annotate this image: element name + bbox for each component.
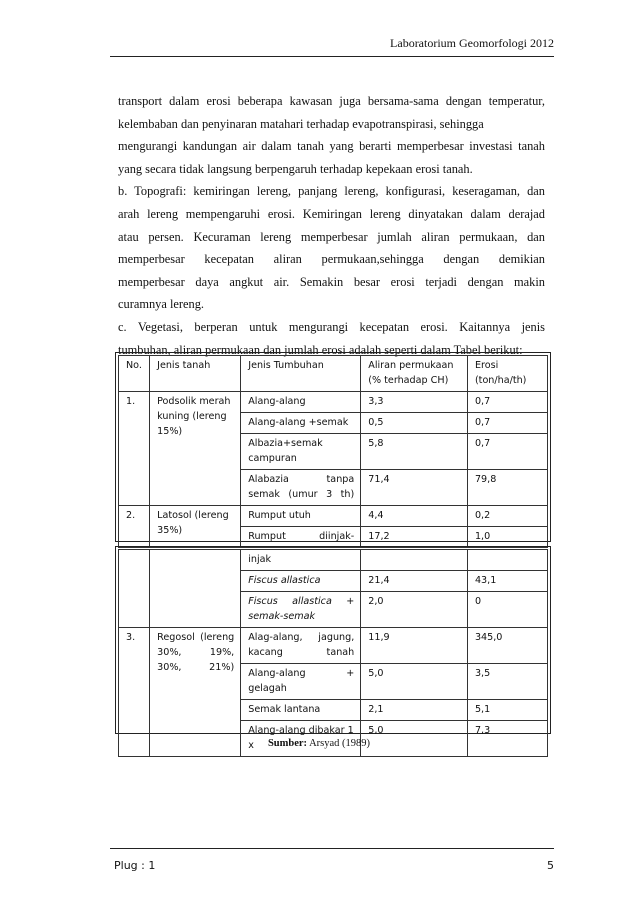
erosion-value: 0,2 <box>467 506 547 527</box>
surface-flow: 5,8 <box>361 434 468 470</box>
row-number: 2. <box>119 506 150 548</box>
plant-type: Alang-alang <box>241 392 361 413</box>
soil-type: Podsolik merah kuning (lereng 15%) <box>150 392 241 506</box>
erosion-value: 3,5 <box>467 664 547 700</box>
text-line: memperbesar kecepatan aliran permukaan,sehingga dengan demikian <box>118 252 545 267</box>
header-cell: Jenis tanah <box>150 356 241 392</box>
surface-flow: 17,2 <box>361 527 468 548</box>
table-row <box>119 628 548 664</box>
soil-type: Latosol (lereng 35%) <box>150 506 241 548</box>
vegetation-table-part2 <box>118 549 548 757</box>
surface-flow: 0,5 <box>361 413 468 434</box>
soil-type <box>150 550 241 628</box>
plant-type: Alabazia tanpa semak (umur 3 th) <box>241 470 361 506</box>
text-line: b. Topografi: kemiringan lereng, panjang lereng, konfigurasi, keseragaman, dan <box>118 184 545 199</box>
text-line: atau persen. Kecuraman lereng memperbesar jumlah aliran permukaan, dan <box>118 229 545 244</box>
plant-type: Rumput utuh <box>241 506 361 527</box>
erosion-value: 345,0 <box>467 628 547 664</box>
text-line: transport dalam erosi beberapa kawasan juga bersama-sama dengan temperatur, <box>118 94 545 108</box>
table-row <box>119 392 548 413</box>
surface-flow: 4,4 <box>361 506 468 527</box>
table-source <box>0 738 638 749</box>
erosion-value: 0,7 <box>467 434 547 470</box>
text-line: c. Vegetasi, berperan untuk mengurangi kecepatan erosi. Kaitannya jenis <box>118 319 545 334</box>
footer-label: Plug : 1 <box>114 859 156 872</box>
surface-flow <box>361 550 468 571</box>
surface-flow: 21,4 <box>361 571 468 592</box>
page-header <box>110 34 554 57</box>
surface-flow: 2,0 <box>361 592 468 628</box>
plant-type: Alag-alang, jagung, kacang tanah <box>241 628 361 664</box>
header-cell: Erosi (ton/ha/th) <box>467 356 547 392</box>
erosion-value: 43,1 <box>467 571 547 592</box>
surface-flow: 2,1 <box>361 700 468 721</box>
text-line: arah lereng mempengaruhi erosi. Kemiringan lereng dinyatakan dalam derajad <box>118 206 545 221</box>
text-line: memperbesar daya angkut air. Semakin besar erosi terjadi dengan makin <box>118 274 545 289</box>
plant-type: Fiscus allastica + semak-semak <box>241 592 361 628</box>
text-line: mengurangi kandungan air dalam tanah yang berarti memperbesar investasi tanah <box>118 139 545 154</box>
erosion-value: 7,3 <box>467 721 547 757</box>
text-line: tumbuhan, aliran permukaan dan jumlah erosi adalah seperti dalam Tabel berikut: <box>118 342 523 357</box>
text-line: yang secara tidak langsung berpengaruh terhadap kepekaan erosi tanah. <box>118 161 473 176</box>
header-title: Laboratorium Geomorfologi 2012 <box>390 36 554 50</box>
table-row <box>119 550 548 571</box>
soil-type: Regosol (lereng 30%, 19%, 30%, 21%) <box>150 628 241 757</box>
source-text: Arsyad (1989) <box>309 738 371 749</box>
page-footer <box>110 848 554 872</box>
plant-type: Fiscus allastica <box>241 571 361 592</box>
erosion-value: 0 <box>467 592 547 628</box>
plant-type: Alang-alang + gelagah <box>241 664 361 700</box>
plant-type: Rumput diinjak- <box>241 527 361 548</box>
table-header-row <box>119 356 548 392</box>
plant-type: injak <box>241 550 361 571</box>
header-cell: Aliran permukaan (% terhadap CH) <box>361 356 468 392</box>
row-number: 1. <box>119 392 150 506</box>
surface-flow: 3,3 <box>361 392 468 413</box>
erosion-value: 0,7 <box>467 392 547 413</box>
surface-flow: 5,0 <box>361 721 468 757</box>
header-cell: Jenis Tumbuhan <box>241 356 361 392</box>
erosion-value: 0,7 <box>467 413 547 434</box>
surface-flow: 71,4 <box>361 470 468 506</box>
text-line: curamnya lereng. <box>118 297 205 312</box>
erosion-value: 5,1 <box>467 700 547 721</box>
plant-type: Semak lantana <box>241 700 361 721</box>
erosion-value: 1,0 <box>467 527 547 548</box>
source-label: Sumber: <box>267 738 308 749</box>
text-line: kelembaban dan penyinaran matahari terhadap evapotranspirasi, sehingga <box>118 116 484 131</box>
page-number: 5 <box>547 859 554 872</box>
row-number: 3. <box>119 628 150 757</box>
vegetation-table-part1 <box>118 355 548 548</box>
erosion-value <box>467 550 547 571</box>
surface-flow: 11,9 <box>361 628 468 664</box>
surface-flow: 5,0 <box>361 664 468 700</box>
header-cell: No. <box>119 356 150 392</box>
row-number <box>119 550 150 628</box>
table-row <box>119 506 548 527</box>
plant-type: Alang-alang dibakar 1 x <box>241 721 361 757</box>
erosion-value: 79,8 <box>467 470 547 506</box>
plant-type: Alang-alang +semak <box>241 413 361 434</box>
plant-type: Albazia+semak campuran <box>241 434 361 470</box>
body-text <box>118 90 545 361</box>
